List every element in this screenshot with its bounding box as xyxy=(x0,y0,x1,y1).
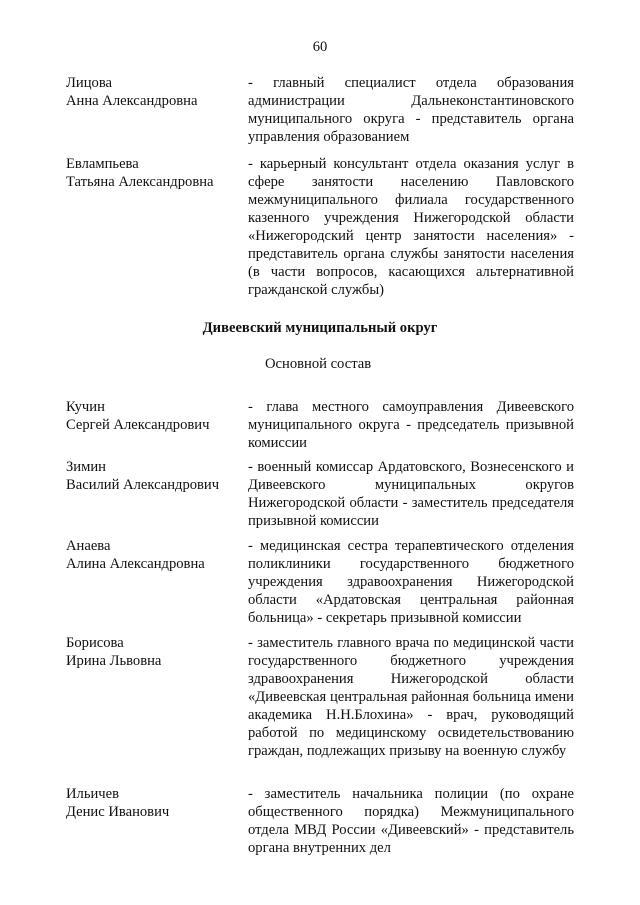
member-given-name: Денис Иванович xyxy=(66,804,170,820)
member-name xyxy=(66,785,246,821)
member-surname: Борисова xyxy=(66,635,124,651)
member-role: - глава местного самоуправления Дивеевского муниципального округа - председатель призывной комиссии xyxy=(248,399,574,451)
member-given-name: Сергей Александрович xyxy=(66,417,210,433)
member-role: - карьерный консультант отдела оказания услуг в сфере занятости населению Павловского межмуниципального филиала государственного казенного учреждения Нижегородской области «Нижегородский центр занятости населения» - представитель органа службы занятости населения (в части вопросов, касающихся альтернативной гражданской службы) xyxy=(248,156,574,298)
member-role: - медицинская сестра терапевтического отделения поликлиники государственного бюджетного учреждения здравоохранения Нижегородской области «Ардатовская центральная районная больница» - секретарь призывной комиссии xyxy=(248,538,574,626)
member-surname: Анаева xyxy=(66,538,111,554)
member-given-name: Татьяна Александровна xyxy=(66,174,214,190)
member-role: - главный специалист отдела образования администрации Дальнеконстантиновского муниципального округа - представитель органа управления образованием xyxy=(248,75,574,145)
member-name xyxy=(66,634,246,670)
member-role: - заместитель начальника полиции (по охране общественного порядка) Межмуниципального отдела МВД России «Дивеевский» - представитель органа внутренних дел xyxy=(248,786,574,856)
composition-subheading: Основной состав xyxy=(265,356,372,372)
member-given-name: Ирина Львовна xyxy=(66,653,162,669)
member-role: - заместитель главного врача по медицинской части государственного бюджетного учреждения здравоохранения Нижегородской области «Дивеевская центральная районная больница имени академика Н.Н.Блохина» - врач, руководящий работой по медицинскому освидетельствованию граждан, подлежащих призыву на военную службу xyxy=(248,635,574,759)
member-surname: Кучин xyxy=(66,399,105,415)
member-name xyxy=(66,458,246,494)
member-name xyxy=(66,537,246,573)
member-name xyxy=(66,398,246,434)
member-surname: Лицова xyxy=(66,75,112,91)
member-given-name: Василий Александрович xyxy=(66,477,220,493)
member-surname: Зимин xyxy=(66,459,106,475)
member-name xyxy=(66,74,246,110)
member-surname: Ильичев xyxy=(66,786,119,802)
district-heading: Дивеевский муниципальный округ xyxy=(202,320,438,336)
member-name xyxy=(66,155,246,191)
member-role: - военный комиссар Ардатовского, Вознесенского и Дивеевского муниципальных округов Нижегородской области - заместитель председателя призывной комиссии xyxy=(248,459,574,529)
member-given-name: Алина Александровна xyxy=(66,556,205,572)
member-given-name: Анна Александровна xyxy=(66,93,198,109)
page-number: 60 xyxy=(312,39,328,55)
member-surname: Евлампьева xyxy=(66,156,139,172)
